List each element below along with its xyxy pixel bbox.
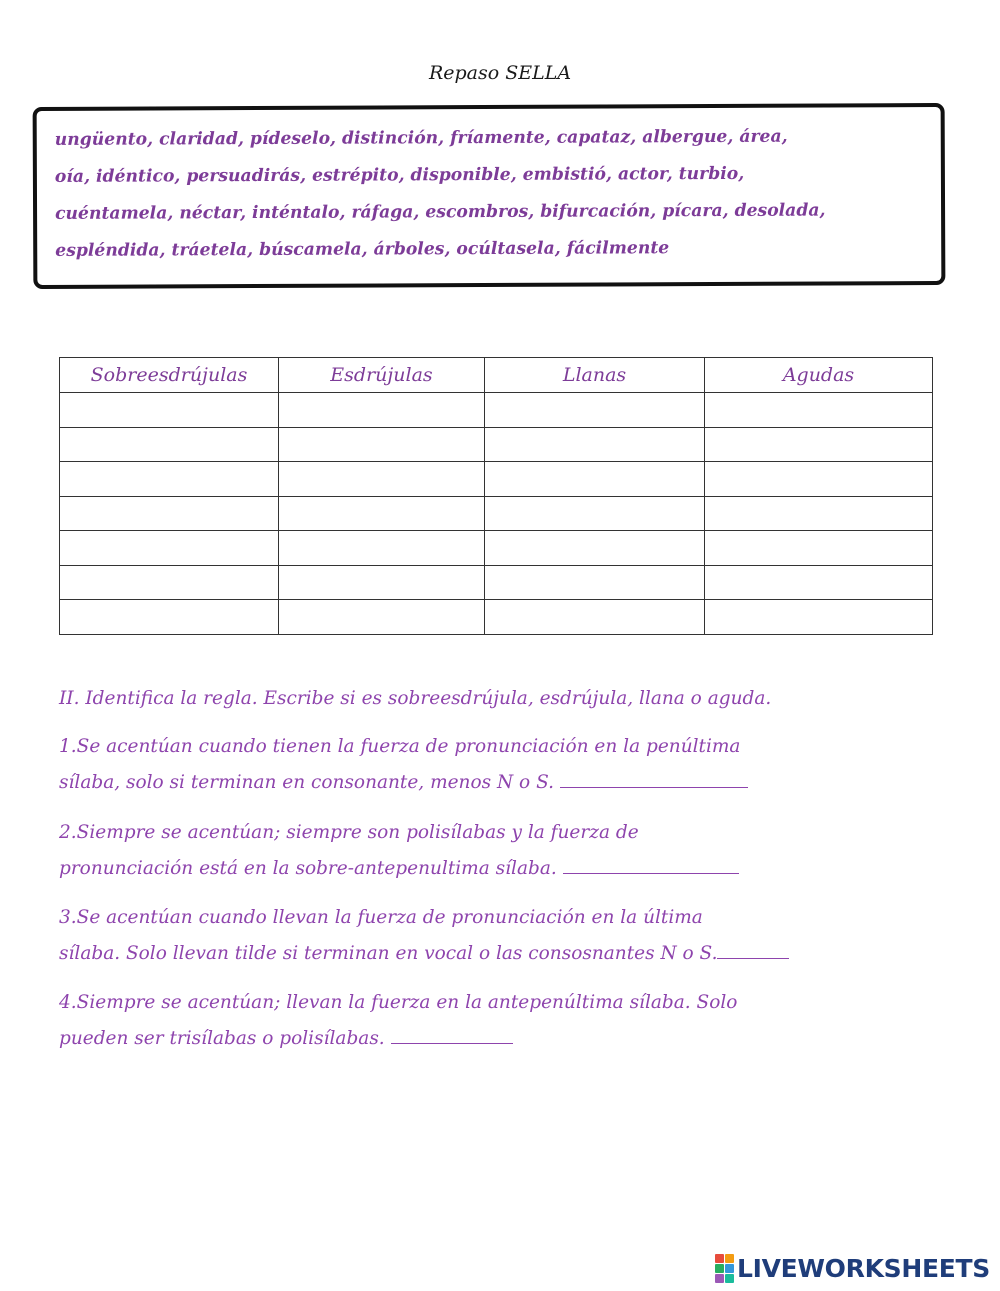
- question-line: [59, 851, 959, 887]
- question-line: [59, 936, 959, 972]
- table-body: [60, 393, 933, 635]
- answer-cell[interactable]: [705, 496, 933, 531]
- table-header-row: [60, 358, 933, 393]
- logo-block: [715, 1264, 724, 1273]
- answer-cell[interactable]: [60, 462, 279, 497]
- answer-cell[interactable]: [60, 565, 279, 600]
- word-bank-line: oía, idéntico, persuadirás, estrépito, disponible, embistió, actor, turbio,: [54, 163, 745, 187]
- table-row: [60, 427, 933, 462]
- liveworksheets-logo: [715, 1253, 990, 1283]
- answer-cell[interactable]: [279, 531, 485, 566]
- word-bank-box: [33, 103, 946, 289]
- answer-cell[interactable]: [485, 496, 705, 531]
- word-bank-line: cuéntamela, néctar, inténtalo, ráfaga, escombros, bifurcación, pícara, desolada,: [55, 200, 826, 224]
- answer-cell[interactable]: [705, 427, 933, 462]
- logo-block: [715, 1254, 724, 1263]
- table-row: [60, 600, 933, 635]
- table-row: [60, 393, 933, 428]
- header-agudas: Agudas: [705, 358, 933, 393]
- answer-blank[interactable]: [560, 769, 748, 788]
- header-llanas: Llanas: [485, 358, 705, 393]
- answer-cell[interactable]: [705, 600, 933, 635]
- answer-cell[interactable]: [705, 531, 933, 566]
- answer-cell[interactable]: [279, 393, 485, 428]
- table-row: [60, 531, 933, 566]
- word-bank-line: ungüento, claridad, pídeselo, distinción, fríamente, capataz, albergue, área,: [54, 126, 788, 150]
- answer-cell[interactable]: [485, 600, 705, 635]
- question-line: [59, 765, 959, 801]
- question-text: pueden ser trisílabas o polisílabas.: [59, 1028, 391, 1049]
- answer-blank[interactable]: [391, 1025, 513, 1044]
- answer-cell[interactable]: [279, 565, 485, 600]
- question-text: pronunciación está en la sobre-antepenultima sílaba.: [59, 858, 563, 879]
- answer-cell[interactable]: [60, 496, 279, 531]
- question-text: sílaba, solo si terminan en consonante, menos N o S.: [59, 772, 560, 793]
- answer-cell[interactable]: [485, 565, 705, 600]
- question-3: [59, 900, 959, 972]
- answer-cell[interactable]: [60, 427, 279, 462]
- classification-table: [59, 357, 933, 635]
- logo-block: [725, 1264, 734, 1273]
- header-esdrujulas: Esdrújulas: [279, 358, 485, 393]
- answer-cell[interactable]: [279, 427, 485, 462]
- question-line: 1.Se acentúan cuando tienen la fuerza de pronunciación en la penúltima: [59, 736, 741, 757]
- section-heading: II. Identifica la regla. Escribe si es sobreesdrújula, esdrújula, llana o aguda.: [59, 688, 772, 709]
- question-line: 4.Siempre se acentúan; llevan la fuerza en la antepenúltima sílaba. Solo: [59, 992, 738, 1013]
- answer-cell[interactable]: [485, 393, 705, 428]
- answer-blank[interactable]: [563, 855, 739, 874]
- answer-cell[interactable]: [705, 565, 933, 600]
- logo-block: [725, 1254, 734, 1263]
- table-row: [60, 496, 933, 531]
- page-title: Repaso SELLA: [428, 62, 572, 84]
- answer-cell[interactable]: [485, 427, 705, 462]
- logo-block: [715, 1274, 724, 1283]
- answer-cell[interactable]: [485, 462, 705, 497]
- logo-text: LIVEWORKSHEETS: [736, 1253, 990, 1283]
- question-line: 2.Siempre se acentúan; siempre son polisílabas y la fuerza de: [59, 822, 639, 843]
- question-text: sílaba. Solo llevan tilde si terminan en vocal o las consosnantes N o S.: [59, 943, 718, 964]
- answer-cell[interactable]: [60, 600, 279, 635]
- header-sobreesdrujulas: Sobreesdrújulas: [60, 358, 279, 393]
- word-bank-line: espléndida, tráetela, búscamela, árboles, ocúltasela, fácilmente: [55, 238, 670, 261]
- answer-cell[interactable]: [60, 393, 279, 428]
- question-line: [59, 1021, 959, 1057]
- answer-cell[interactable]: [279, 600, 485, 635]
- table-row: [60, 565, 933, 600]
- logo-blocks-icon: [715, 1254, 734, 1283]
- answer-cell[interactable]: [279, 462, 485, 497]
- question-line: 3.Se acentúan cuando llevan la fuerza de pronunciación en la última: [59, 907, 703, 928]
- answer-cell[interactable]: [705, 462, 933, 497]
- answer-cell[interactable]: [485, 531, 705, 566]
- table-row: [60, 462, 933, 497]
- logo-block: [725, 1274, 734, 1283]
- answer-cell[interactable]: [60, 531, 279, 566]
- question-2: [59, 815, 959, 887]
- question-4: [59, 985, 959, 1057]
- answer-cell[interactable]: [279, 496, 485, 531]
- question-1: [59, 729, 959, 801]
- answer-cell[interactable]: [705, 393, 933, 428]
- answer-blank[interactable]: [717, 940, 789, 959]
